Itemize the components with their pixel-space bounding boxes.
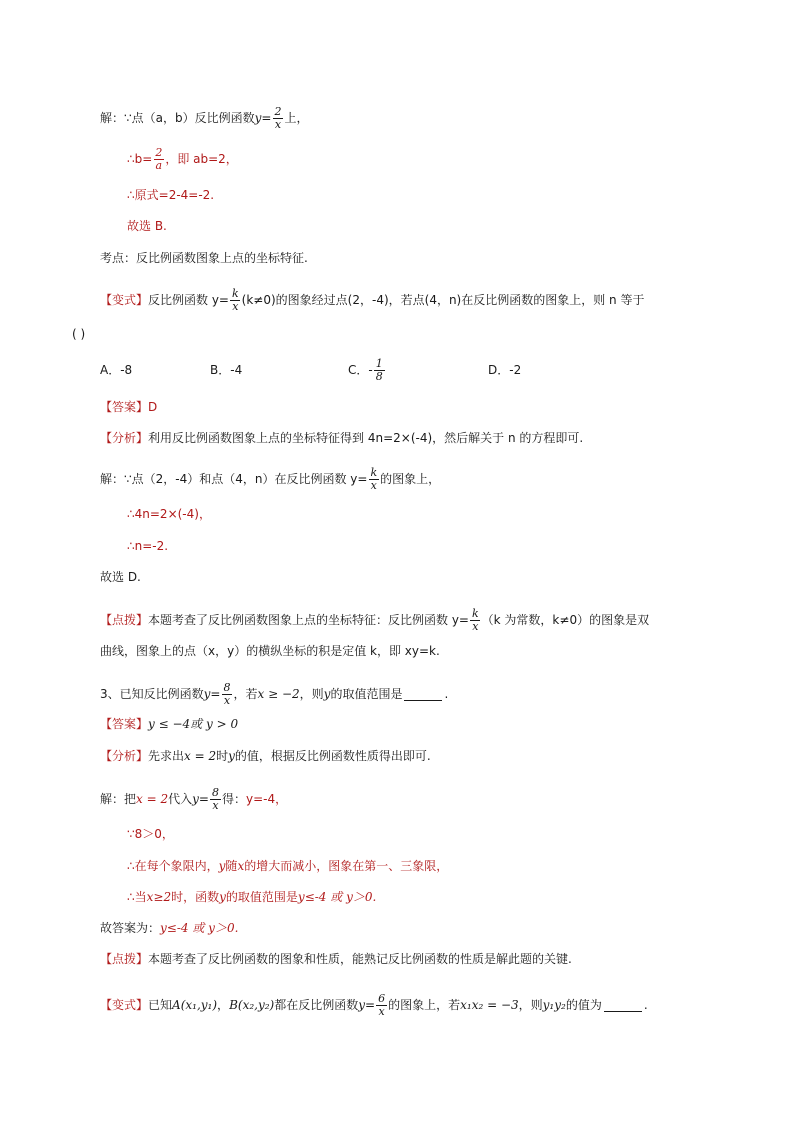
math-expr: x = 2 [136,792,169,807]
answer-blank [604,999,642,1012]
equals: = [261,111,272,126]
text: 的值，根据反比例函数性质得出即可. [234,749,431,763]
text: . [444,687,449,702]
denominator: 8 [375,369,383,383]
answer-value: y ≤ −4或 y > 0 [148,717,239,731]
text: 的增大而减小，图象在第一、三象限， [244,859,449,873]
answer-blank [404,688,442,701]
solution-line [127,147,238,171]
solution-line [100,922,238,934]
result: y=-4， [245,792,288,807]
denominator: x [212,798,219,812]
text: 都在反比例函数 [274,998,359,1013]
tip-line [100,608,649,632]
math-var: y [228,749,235,763]
numerator: k [232,287,239,300]
text: . [643,998,648,1013]
numerator: 2 [155,146,163,159]
result: y≤-4 或 y＞0. [160,921,239,935]
solution-line: ∴4n=2×(-4)， [127,507,211,521]
solution-line [100,787,287,811]
text: 代入 [168,792,193,807]
numerator: 2 [274,105,282,118]
question-3 [100,682,448,706]
text: 得： [221,792,246,807]
text: (k≠0)的图象经过点(2，-4)，若点(4，n)在反比例函数的图象上，则 n 等于 [241,293,645,308]
text: 随 [225,859,238,873]
text: 的取值范围是 [330,687,403,702]
fraction [376,993,387,1017]
result: y≤-4 或 y＞0. [297,890,377,904]
math-condition: x₁x₂ = −3 [460,998,519,1013]
text: 的图象上， [380,472,441,487]
text: 时，函数 [171,890,220,904]
kaodian-line: 考点：反比例函数图象上点的坐标特征. [100,251,308,265]
text: ，若 [233,687,258,702]
fraction [153,147,164,171]
solution-line: ∵8＞0， [127,827,174,841]
math-condition: x ≥ −2 [257,687,300,702]
text: 3、已知反比例函数 [100,687,204,702]
fraction [470,608,481,632]
math-expr: y₁y₂ [542,998,566,1013]
variant-question [100,993,648,1017]
option-c [348,358,386,382]
numerator: 1 [375,357,383,370]
math-expr: x = 2 [184,749,217,763]
option-a: A．-8 [100,363,133,377]
answer-line [100,401,157,413]
solution-line [127,860,448,872]
analysis-tag: 【分析】 [100,749,149,763]
solution-line: ∴原式=2-4=-2. [127,188,215,202]
text: ∴当 [127,890,147,904]
variant-question [100,288,644,312]
math-var: x [237,859,245,873]
math-var: y [219,890,226,904]
text: 解：把 [100,792,137,807]
text: C．- [348,363,373,378]
tip-line: 曲线，图象上的点（x，y）的横纵坐标的积是定值 k，即 xy=k. [100,644,440,658]
tip-line [100,953,572,965]
math-expr: x≥2 [146,890,172,904]
point-a: A(x₁,y₁) [172,998,218,1013]
denominator: x [378,1004,385,1018]
text: 解：∵点（a，b）反比例函数 [100,111,255,126]
answer-tag: 【答案】 [100,400,149,414]
analysis-line [100,432,583,444]
answer-paren: ( ) [72,327,86,341]
solution-line: ∴n=-2. [127,539,169,553]
solution-line: 故选 B. [127,219,167,233]
numerator: 8 [223,681,231,694]
text: ∴b= [127,152,153,167]
numerator: 6 [378,992,386,1005]
math-var: y [218,859,226,873]
option-b: B．-4 [210,363,243,377]
variant-tag: 【变式】 [100,293,149,308]
answer-value: D [148,400,158,414]
fraction [374,358,385,382]
math-var: y [192,792,199,807]
text: 反比例函数 y= [148,293,229,308]
text: 的图象上，若 [388,998,461,1013]
denominator: x [274,117,282,131]
solution-line [100,467,440,491]
text: 时 [216,749,229,763]
denominator: x [370,478,377,492]
analysis-tag: 【分析】 [100,431,149,445]
math-var: y [323,687,331,702]
numerator: 8 [211,786,219,799]
text: 已知 [148,998,173,1013]
denominator: x [232,299,239,313]
answer-line [100,718,238,730]
text: 利用反比例函数图象上点的坐标特征得到 4n=2×(-4)，然后解关于 n 的方程即可. [148,431,584,445]
text: ∴在每个象限内， [127,859,219,873]
answer-tag: 【答案】 [100,717,149,731]
fraction [210,787,221,811]
fraction [272,106,283,130]
text: 的取值范围是 [225,890,298,904]
text: （k 为常数，k≠0）的图象是双 [481,613,650,628]
numerator: k [472,607,479,620]
fraction [230,288,241,312]
math-var: y [254,111,262,126]
solution-line [100,106,308,130]
text: 先求出 [148,749,185,763]
numerator: k [370,466,378,479]
math-var: y [358,998,366,1013]
text: 解：∵点（2，-4）和点（4，n）在反比例函数 y= [100,472,368,487]
math-var: y [203,687,211,702]
solution-line [127,891,376,903]
text: ，则 [299,687,324,702]
denominator: x [223,693,231,707]
equals: = [198,792,209,807]
point-b: B(x₂,y₂) [229,998,275,1013]
variant-tag: 【变式】 [100,998,149,1013]
text: 的值为 [565,998,602,1013]
text: 本题考查了反比例函数的图象和性质，能熟记反比例函数的性质是解此题的关键. [148,952,572,966]
equals: = [210,687,221,702]
analysis-line [100,750,431,762]
tip-tag: 【点拨】 [100,952,149,966]
solution-line: 故选 D. [100,570,141,584]
text: ，则 [518,998,543,1013]
text: ，即 ab=2， [165,152,238,167]
text: 本题考查了反比例函数图象上点的坐标特征：反比例函数 y= [148,613,469,628]
option-d: D．-2 [488,363,522,377]
equals: = [365,998,376,1013]
tip-tag: 【点拨】 [100,613,149,628]
denominator: a [155,158,163,172]
denominator: x [472,619,479,633]
fraction [221,682,232,706]
text: 上， [284,111,309,126]
text: ， [217,998,230,1013]
text: 故答案为： [100,921,161,935]
fraction [368,467,379,491]
